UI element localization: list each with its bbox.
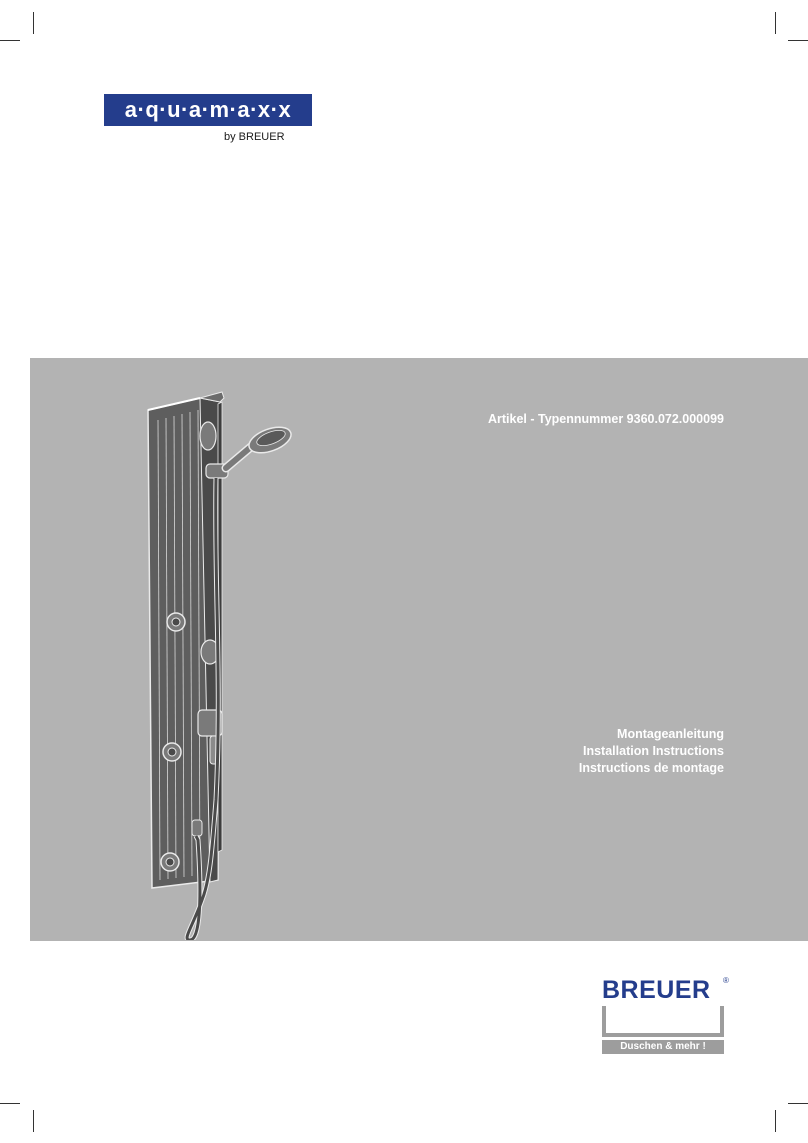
title-en: Installation Instructions (583, 744, 724, 758)
brand-byline: by BREUER (224, 131, 285, 143)
crop-mark (33, 12, 34, 34)
crop-mark (0, 1103, 20, 1104)
breuer-frame-shape (602, 1006, 724, 1037)
shower-panel-icon (130, 380, 310, 940)
crop-mark (788, 40, 808, 41)
breuer-wordmark: BREUER (602, 976, 711, 1004)
aquamaxx-logo-text: a·q·u·a·m·a·x·x (124, 97, 292, 122)
crop-mark (33, 1110, 34, 1132)
breuer-tagline: Duschen & mehr ! (620, 1041, 706, 1052)
registered-mark: ® (723, 976, 729, 985)
crop-mark (775, 1110, 776, 1132)
title-fr: Instructions de montage (578, 761, 724, 775)
aquamaxx-logo (104, 94, 312, 126)
crop-mark (0, 40, 20, 41)
breuer-logo (602, 976, 732, 1072)
manual-titles (579, 726, 724, 777)
crop-mark (775, 12, 776, 34)
article-number: Artikel - Typennummer 9360.072.000099 (487, 412, 724, 426)
title-de: Montageanleitung (617, 727, 724, 741)
crop-mark (788, 1103, 808, 1104)
